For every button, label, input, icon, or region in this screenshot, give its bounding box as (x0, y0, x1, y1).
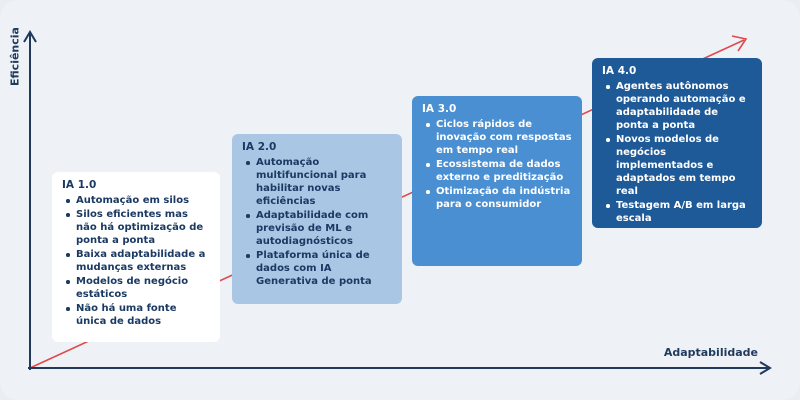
stage-title: IA 1.0 (62, 179, 97, 191)
stage-title: IA 3.0 (422, 103, 457, 115)
stage-item: Ecossistema de dados externo e preditização (436, 158, 572, 184)
stage-item: Novos modelos de negócios implementados e adaptados em tempo real (616, 133, 752, 198)
stage-item: Testagem A/B em larga escala (616, 199, 752, 225)
stage-item: Silos eficientes mas não há optimização de ponta a ponta (76, 208, 210, 247)
stage-item: Baixa adaptabilidade a mudanças externas (76, 248, 210, 274)
stage-item: Agentes autônomos operando automação e adaptabilidade de ponta a ponta (616, 80, 752, 132)
stage-items (422, 118, 572, 211)
stage-title: IA 2.0 (242, 141, 277, 153)
stage-item: Automação em silos (76, 194, 210, 207)
stage-item: Plataforma única de dados com IA Generativa de ponta (256, 249, 392, 288)
stage-item: Ciclos rápidos de inovação com respostas em tempo real (436, 119, 572, 156)
stage-item: Otimização da indústria para o consumidor (436, 186, 571, 210)
stage-item: Automação multifuncional para habilitar novas eficiências (256, 156, 392, 208)
stage-card-ia-3 (412, 96, 582, 266)
trend-arrowhead (732, 36, 746, 51)
stage-title: IA 4.0 (602, 65, 637, 77)
x-axis-label: Adaptabilidade (663, 346, 758, 359)
stage-item: Não há uma fonte única de dados (76, 302, 210, 328)
stage-items (242, 156, 392, 288)
stage-card-ia-1 (52, 172, 220, 342)
stage-card-ia-4 (592, 58, 762, 228)
stage-card-ia-2 (232, 134, 402, 304)
stage-items (602, 80, 752, 225)
stage-items (62, 194, 210, 328)
stage-item: Adaptabilidade com previsão de ML e autodiagnósticos (256, 209, 392, 248)
stage-item: Modelos de negócio estáticos (76, 275, 210, 301)
y-axis-label: Eficiência (8, 27, 22, 86)
